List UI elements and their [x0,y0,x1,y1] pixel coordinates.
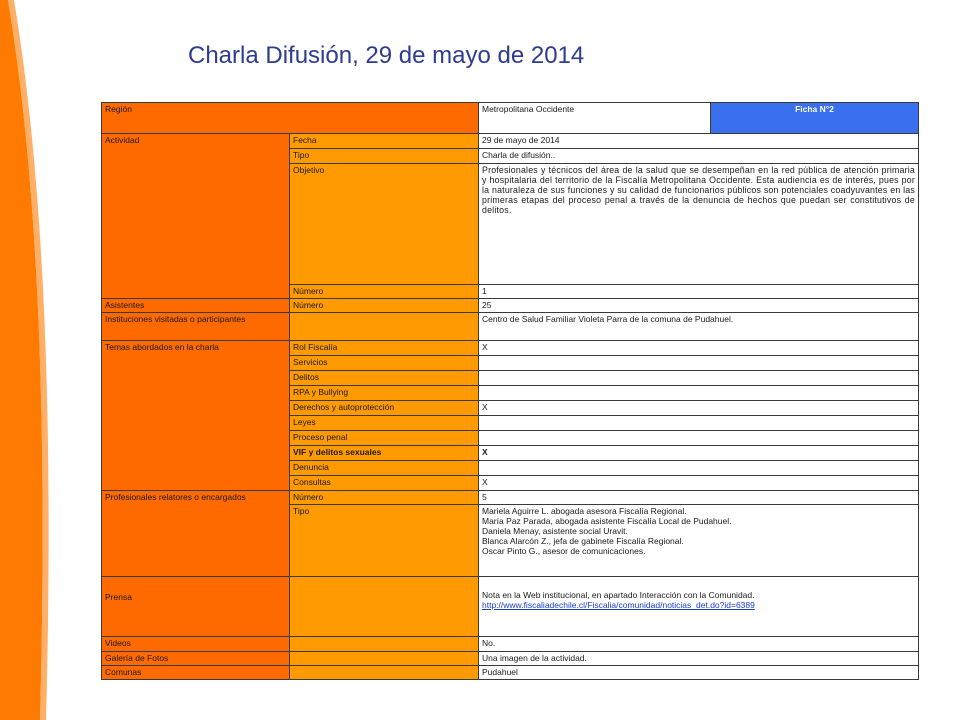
galeria-value: Una imagen de la actividad. [479,652,919,666]
profesionales-label: Profesionales relatores o encargados [102,491,290,577]
tema-mark: X [479,446,919,461]
asistentes-numero-value: 25 [479,299,919,313]
tema-mark [479,371,919,386]
profesional-line: Mariela Aguirre L. abogada asesora Fiscalía Regional. [482,506,687,516]
instituciones-value: Centro de Salud Familiar Violeta Parra de la comuna de Pudahuel. [479,313,919,341]
videos-label: Videos [102,637,290,652]
tema-name: Derechos y autoprotección [290,401,479,416]
prensa-cell [102,577,290,637]
videos-value: No. [479,637,919,652]
tema-mark: X [479,341,919,356]
profesionales-numero-value: 5 [479,491,919,505]
page-title: Charla Difusión, 29 de mayo de 2014 [188,42,585,69]
objetivo-value: Profesionales y técnicos del área de la salud que se desempeñan en la red pública de atención primaria y hospitalaria del territorio de la Fiscalía Metropolitana Occidente. Esta audiencia es de interés, pues por la naturaleza de sus funciones y su calidad de funcionarios públicos son potenciales coadyuvantes en las primeras etapas del proceso penal a través de la denuncia de hechos que puedan ser constitutivos de delitos. [479,164,919,285]
profesional-line: Blanca Alarcón Z., jefa de gabinete Fiscalía Regional. [482,536,684,546]
instituciones-label: Instituciones visitadas o participantes [102,313,290,341]
tema-name: Delitos [290,371,479,386]
profesional-line: Oscar Pinto G., asesor de comunicaciones. [482,546,646,556]
row-fecha [102,134,919,149]
comunas-blank [290,666,479,680]
row-profesionales-numero [102,491,919,505]
tema-name: Denuncia [290,461,479,476]
tema-name: Leyes [290,416,479,431]
tema-name: Servicios [290,356,479,371]
tema-mark [479,416,919,431]
objetivo-label: Objetivo [290,164,479,285]
profesional-line: María Paz Parada, abogada asistente Fiscalía Local de Pudahuel. [482,516,732,526]
tema-name: RPA y Bullying [290,386,479,401]
tema-name: Consultas [290,476,479,491]
prensa-value [479,577,919,637]
videos-blank [290,637,479,652]
profesionales-tipo-label: Tipo [290,505,479,577]
profesional-line: Daniela Menay, asistente social Uravit. [482,526,628,536]
row-galeria [102,652,919,666]
tema-mark [479,461,919,476]
prensa-label: Prensa [105,592,132,602]
row-asistentes [102,299,919,313]
prensa-blank [290,577,479,637]
comunas-label: Comunas [102,666,290,680]
actividad-numero-label: Número [290,285,479,299]
asistentes-label: Asistentes [102,299,290,313]
row-region [102,103,919,134]
fecha-value: 29 de mayo de 2014 [479,134,919,149]
row-prensa [102,577,919,637]
tema-mark [479,356,919,371]
tema-mark: X [479,401,919,416]
galeria-blank [290,652,479,666]
actividad-label: Actividad [102,134,290,299]
region-label: Región [102,103,479,134]
tipo-label: Tipo [290,149,479,164]
comunas-value: Pudahuel [479,666,919,680]
tema-mark [479,386,919,401]
profesionales-numero-label: Número [290,491,479,505]
prensa-link[interactable]: http://www.fiscaliadechile.cl/Fiscalia/comunidad/noticias_det.do?id=6389 [482,600,755,610]
tema-name: VIF y delitos sexuales [290,446,479,461]
row-instituciones [102,313,919,341]
profesionales-list [479,505,919,577]
row-videos [102,637,919,652]
row-comunas [102,666,919,680]
temas-label: Temas abordados en la charla [102,341,290,491]
tema-mark [479,431,919,446]
actividad-numero-value: 1 [479,285,919,299]
fecha-label: Fecha [290,134,479,149]
tipo-value: Charla de difusión.. [479,149,919,164]
row-tema [102,341,919,356]
asistentes-numero-label: Número [290,299,479,313]
tema-name: Rol Fiscalía [290,341,479,356]
tema-name: Proceso penal [290,431,479,446]
prensa-text: Nota en la Web institucional, en apartado Interacción con la Comunidad. [482,590,755,600]
tema-mark: X [479,476,919,491]
ficha-number: Ficha N°2 [711,103,919,134]
region-value: Metropolitana Occidente [479,103,711,134]
galeria-label: Galería de Fotos [102,652,290,666]
instituciones-blank [290,313,479,341]
ficha-table [101,102,919,680]
orange-swoosh-decoration [0,0,60,720]
